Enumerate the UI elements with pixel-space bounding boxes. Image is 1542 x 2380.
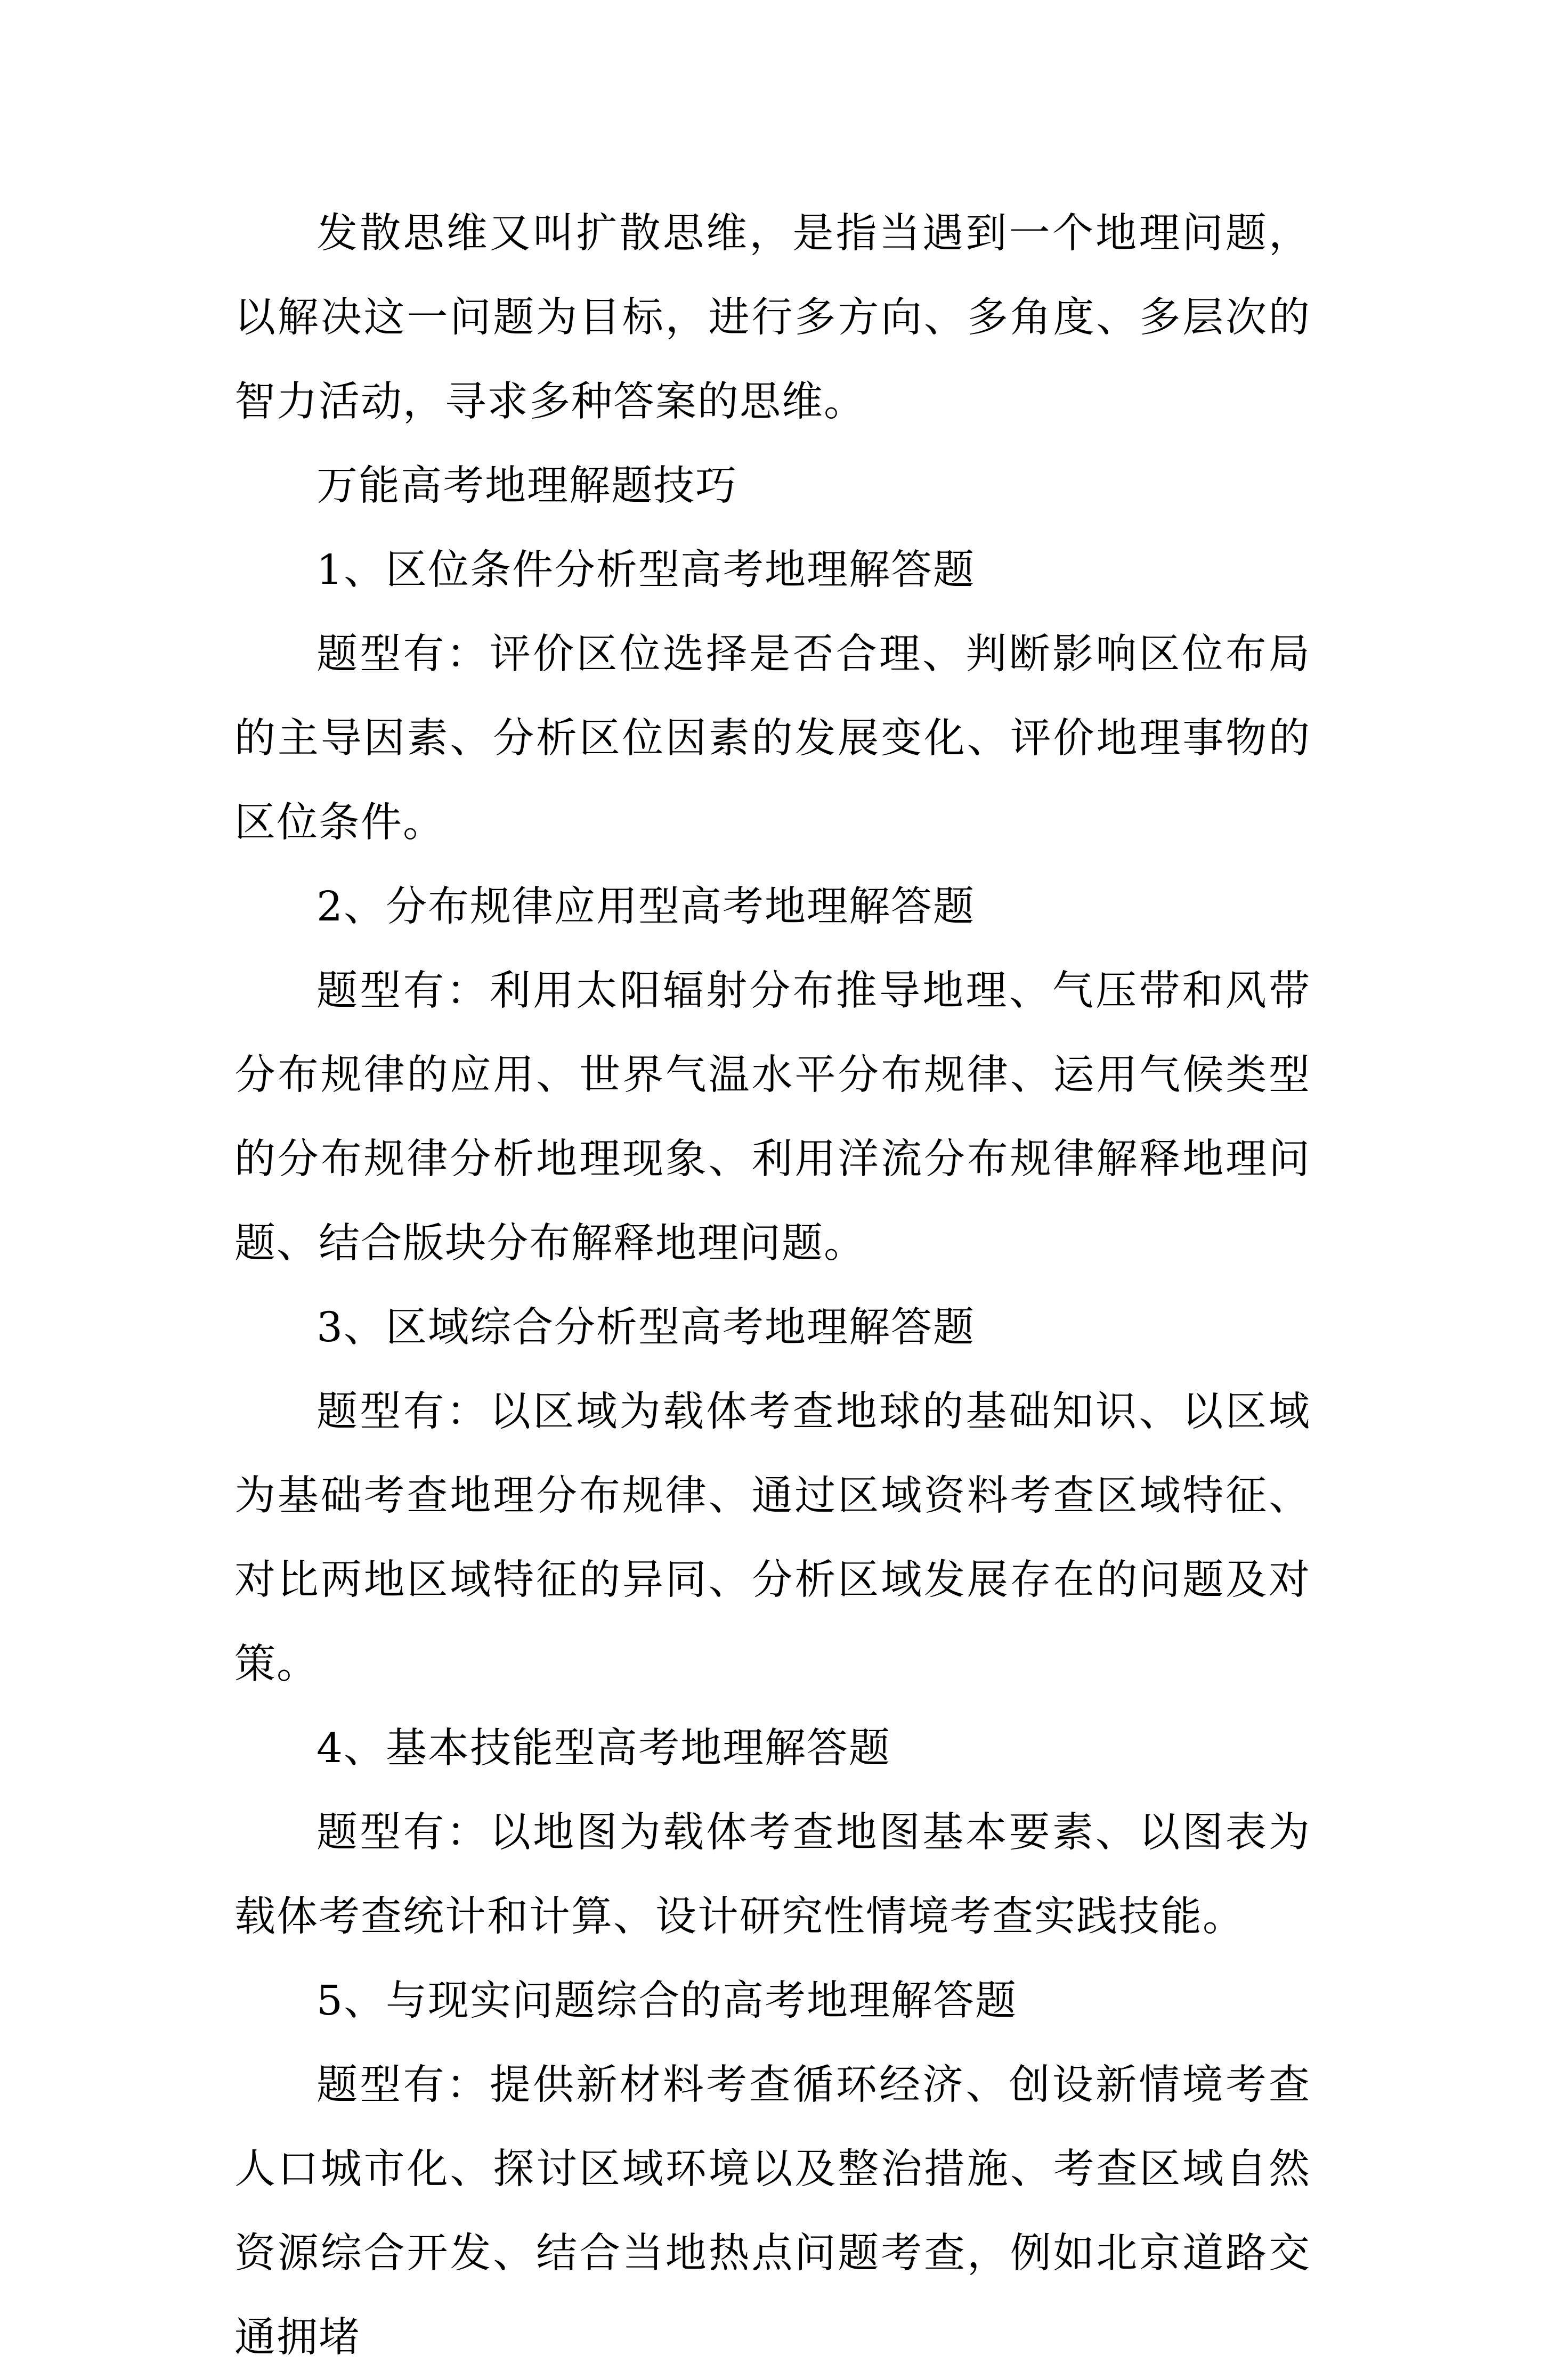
item-body-5: 题型有：提供新材料考查循环经济、创设新情境考查人口城市化、探讨区域环境以及整治措施、考查区域自然资源综合开发、结合当地热点问题考查，例如北京道路交通拥堵 bbox=[234, 2061, 1311, 2361]
item-body-4: 题型有：以地图为载体考查地图基本要素、以图表为载体考查统计和计算、设计研究性情境考查实践技能。 bbox=[234, 1809, 1311, 1941]
item-body-3: 题型有：以区域为载体考查地球的基础知识、以区域为基础考查地理分布规律、通过区域资料考查区域特征、对比两地区域特征的异同、分析区域发展存在的问题及对策。 bbox=[234, 1388, 1311, 1688]
paragraph-divergent-thinking: 发散思维又叫扩散思维，是指当遇到一个地理问题，以解决这一问题为目标，进行多方向、多角度、多层次的智力活动，寻求多种答案的思维。 bbox=[234, 210, 1311, 426]
item-heading-1: 1、区位条件分析型高考地理解答题 bbox=[316, 547, 975, 594]
item-heading-4: 4、基本技能型高考地理解答题 bbox=[316, 1725, 891, 1772]
document-page bbox=[234, 192, 1311, 2380]
item-heading-5: 5、与现实问题综合的高考地理解答题 bbox=[316, 1977, 1017, 2025]
item-heading-2: 2、分布规律应用型高考地理解答题 bbox=[316, 883, 975, 931]
item-heading-3: 3、区域综合分析型高考地理解答题 bbox=[316, 1304, 975, 1351]
item-body-1: 题型有：评价区位选择是否合理、判断影响区位布局的主导因素、分析区位因素的发展变化、评价地理事物的区位条件。 bbox=[234, 631, 1311, 846]
section-heading: 万能高考地理解题技巧 bbox=[316, 462, 737, 510]
item-body-2: 题型有：利用太阳辐射分布推导地理、气压带和风带分布规律的应用、世界气温水平分布规律、运用气候类型的分布规律分析地理现象、利用洋流分布规律解释地理问题、结合版块分布解释地理问题。 bbox=[234, 967, 1311, 1267]
